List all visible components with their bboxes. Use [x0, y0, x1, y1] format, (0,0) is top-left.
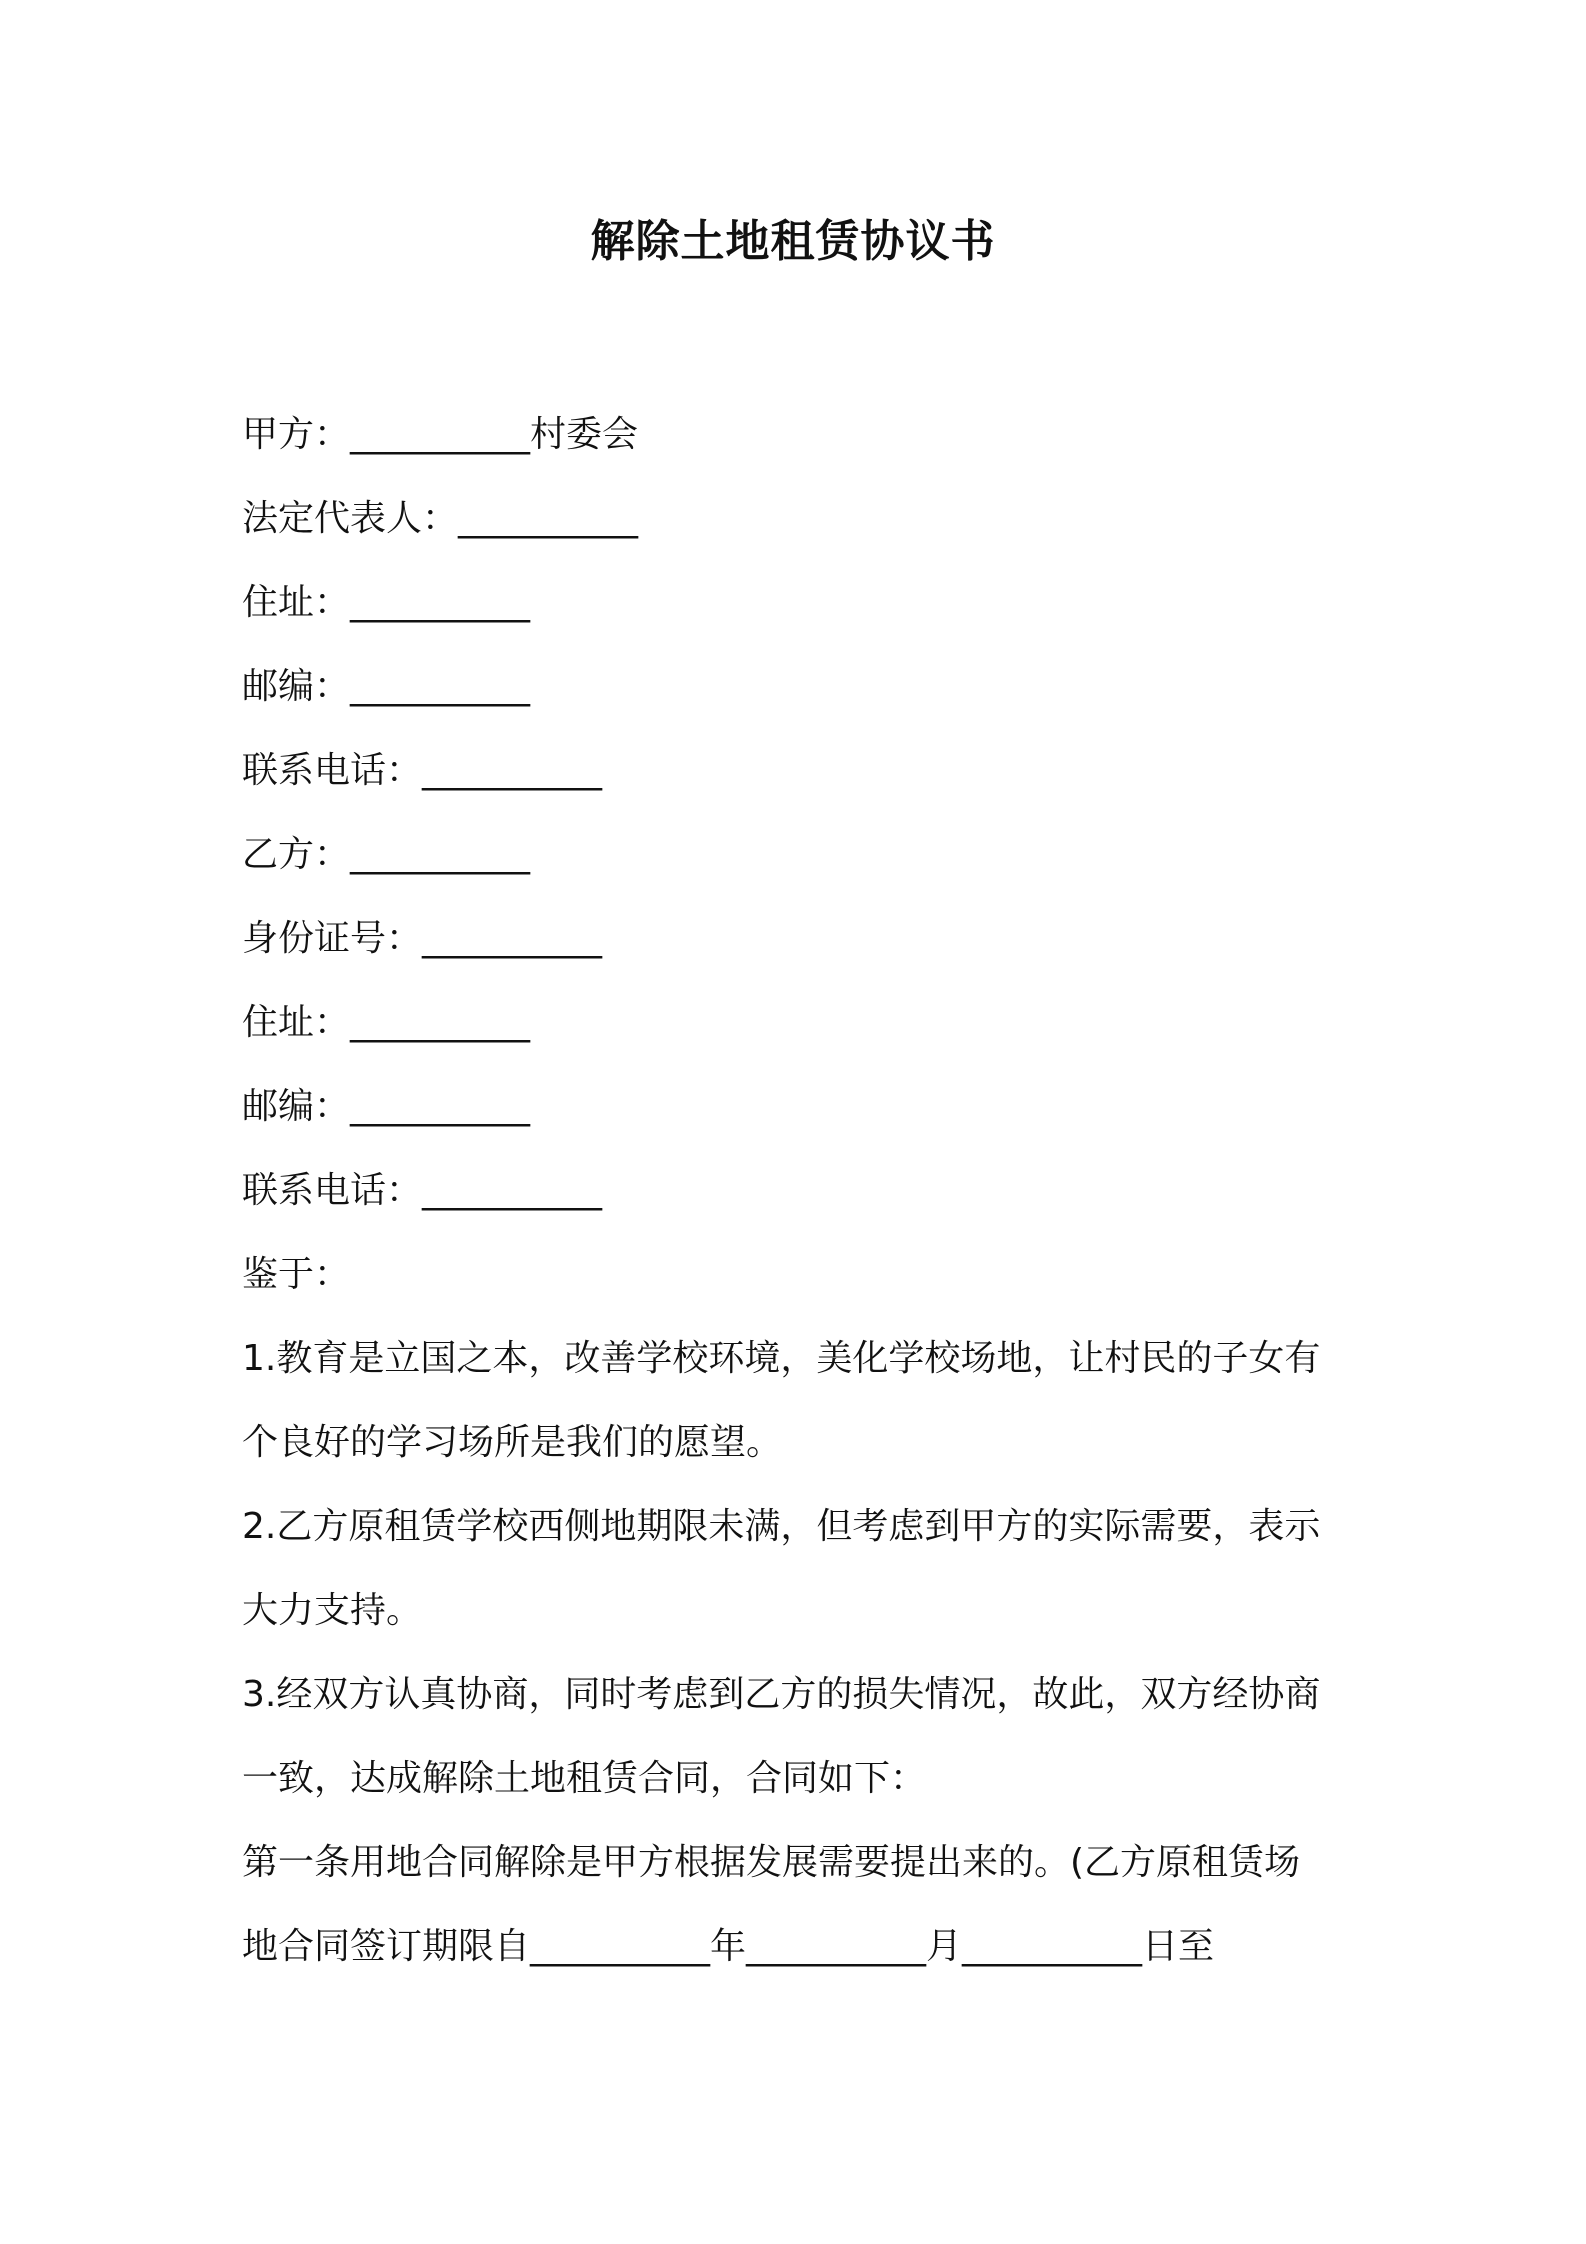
- party-b-line: 乙方：__________: [242, 834, 531, 875]
- party-a-address-line: 住址：__________: [242, 582, 531, 623]
- party-a-postcode-line: 邮编：__________: [242, 666, 531, 707]
- party-a-phone-line: 联系电话：__________: [242, 750, 603, 791]
- paragraph-line: 大力支持。: [242, 1590, 423, 1631]
- paragraph-line: 一致，达成解除土地租赁合同，合同如下：: [242, 1758, 927, 1799]
- article-one-line: 地合同签订期限自__________年__________月__________日至: [242, 1926, 1215, 1967]
- paragraph-line: 3.经双方认真协商，同时考虑到乙方的损失情况，故此，双方经协商: [242, 1674, 1321, 1715]
- paragraph-line: 个良好的学习场所是我们的愿望。: [242, 1422, 783, 1463]
- party-b-phone-line: 联系电话：__________: [242, 1170, 603, 1211]
- document-title: 解除土地租赁协议书: [590, 216, 996, 267]
- party-b-id-line: 身份证号：__________: [242, 918, 603, 959]
- party-a-line: 甲方：__________村委会: [242, 414, 639, 455]
- paragraph-line: 1.教育是立国之本，改善学校环境，美化学校场地，让村民的子女有: [242, 1338, 1321, 1379]
- paragraph-line: 2.乙方原租赁学校西侧地期限未满，但考虑到甲方的实际需要，表示: [242, 1506, 1321, 1547]
- party-b-postcode-line: 邮编：__________: [242, 1086, 531, 1127]
- article-one-line: 第一条用地合同解除是甲方根据发展需要提出来的。(乙方原租赁场: [242, 1842, 1301, 1883]
- party-b-address-line: 住址：__________: [242, 1002, 531, 1043]
- whereas-heading: 鉴于：: [242, 1254, 351, 1295]
- party-a-legal-rep-line: 法定代表人：__________: [242, 498, 639, 539]
